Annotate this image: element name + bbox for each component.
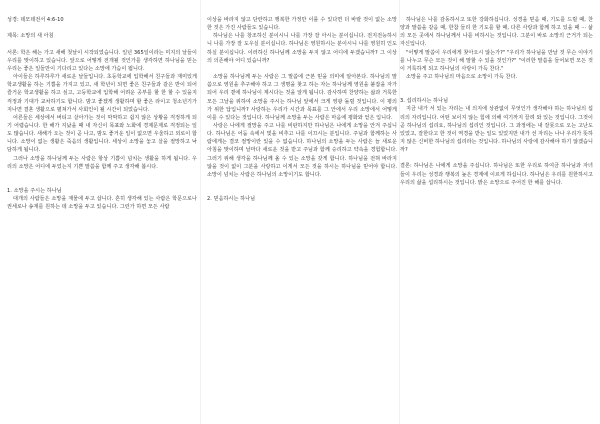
paragraph: 지금 내가 서 있는 자리는 내 의지에 상관없이 무엇인가 생각해야 하는 하나님의 섭리의 자리입니다. 어떤 보이지 않는 힘에 의해 여기까지 끌려 와 있는 것입니다. 그것이 곧 하나님의 섭리요, 하나님의 섭리인 것입니다. 그 과정에는 내 잘못으로 오는 고난도 있었고, 잘한다고 한 것이 역경을 받는 일도 있었지만 내가 선 자리는 나나 우리가 뜻하지 않은 신비한 하나님의 섭리라는 것입니다. 하나님의 사랑에 감사해야 하기 않겠습니까? (400, 106, 593, 154)
section-heading: 2. 믿음하시는 하나님 (207, 196, 256, 203)
sermon-title: 제목: 소망의 새 아침 (7, 33, 54, 40)
column-3 (400, 16, 593, 416)
paragraph: 이상을 바라지 않고 단란하고 행복한 가정만 이룰 수 있다면 더 바랄 것이 없는 소망한 것은 가진 사람들도 있습니다. (207, 17, 397, 32)
section-heading: 1. 소망을 주시는 하나님 (7, 187, 62, 194)
paragraph: 아이들은 하루하루가 새로운 날들입니다. 초등학교에 입학해서 친구들과 재미있게 학교생활을 하는 기쁨을 가지고 있고, 새 학년이 되면 좋은 친구들과 같은 반이 되어 즐거운 학교생활을 하고 싶고, 고등학교에 입학해 어려운 공부를 할 한 할 수 있을지 걱정과 기대가 교차하기도 합니다. 밤고 좋겠게 생활하며 할 좋은 라이고 청소년기가 지나면 결혼 생활으로 펼쳐가서 사회인이 될 시간이 되었습니다. (7, 74, 197, 113)
paragraph: 어른들은 세상에서 버티고 살아가는 것이 막막하고 쉽지 않은 상황을 걱정하게 되기 어렵습니다. 한 해가 지났을 때 내 자신이 목표와 노화에 경제문제로 걱정되는 일도 많습니다. 새해가 오는 것이 곧 나고, 밤도 좋거운 일이 없으면 우울하고 외로이 합니다. 소망이 없는 생활은 죽음의 생활입니다. 세상이 소망을 놓고 살을 절망하고 낙담하게 됩니다. (7, 114, 197, 154)
paragraph: 소망을 주고 하나님의 마음으로 소망이 가득 찬다. (406, 74, 518, 81)
paragraph: 사랑은 나에게 절망을 주고 나를 비판하지만 하나님은 나에게 소망을 안겨 주십니다. 하나님은 어둠 속에서 빛을 비추고 나를 이끄시는 분입니다. 주님과 함께하는 사람에게는 결코 절망이란 있을 수 없습니다. 하나님의 소망을 두는 사람은 늘 새로운 아침을 맞이하며 날마다 새로운 것을 받고 주님과 함께 승리하고 약속을 경험합니다. 그러기 위해 생각을 하나님께 올 수 있는 소망을 갖게 합니다. 하나님을 전혀 바라지 않을 것이 없이 그분을 사랑하고 이게서 모든 것을 하시는 하나님을 믿어야 합니다. 소망이 넘치는 사람은 하나님의 소망이기도 합니다. (207, 123, 397, 178)
paragraph: 하나님은 나를 창조하신 분이시니 나를 가장 잘 아시는 분이십니다. 전지전능하시니 나를 가장 잘 도우실 분이십니다. 하나님은 영원하시는 분이시니 나를 영원히 인도하실 분이십니다. 이러하신 하나님께 소망을 두지 않고 어디에 두겠습니까? 그 이상의 의존해야 어디 있습니까? (207, 33, 397, 64)
paragraph: 소망을 하나님께 두는 사람은 그 말씀에 근본 믿을 의미에 알아본다. 하나님의 말씀으로 영원을 추구해야 하고 그 생명을 찾고 하는 자는 하나님께 영원을 붙잡을 자가 되어 우리 곁에 하나님이 계시다는 것을 알게 됩니다. 감사하며 찬양하는 삶과 거룩한 모든 그날을 위하여 소망을 주시는 하나님 앞에서 크게 영광 돌릴 것입니다. 이 평의가 위한 답입니까? 사랑하는 우리가 시간과 목표를 그 안에서 우리 소망에서 어떻게 이를 수 있다는 것입니다. 하나님께 소망을 두는 사람은 마음에 평화와 얻은 입니다. (207, 74, 397, 121)
paragraph: 하나님은 나를 감동하시고 또한 강화하십니다. 성경을 믿음 때, 기도를 드릴 때, 찬양과 말씀을 같음 때, 한참 들리 한 기도를 할 때, 다른 사랑과 함께 하고 있을 때 ··· 삶의 모든 곳에서 하나님께서 나를 비하시는 것입니다. 그분이 바로 소망의 근거가 되는 자신입니다. (400, 17, 593, 48)
column-2 (207, 16, 397, 416)
conclusion-paragraph: 결론: 하나님은 나에게 소망을 주십니다. 하나님은 또한 우리로 하여금 하나님과 자녀들이 우리는 성경과 행복의 높은 경계에 이르게 하십니다. 하나님은 우리를 원한하시고 우리의 삶을 섭리하시는 것입니다. 밝은 소망으로 주어진 한 해를 삽니다. (400, 163, 593, 186)
section-heading: 3. 섭리하시는 하나님 (400, 98, 449, 105)
paragraph: 그러나 소망을 하나님께 두는 사람은 항상 기쁨이 넘치는 생활을 하게 됩니다. 우리의 소망은 어디에 두었는지 기쁜 말씀을 함께 주고 생각해 봅시다. (7, 155, 197, 170)
paragraph: 대개의 사람들은 소망을 재물에 두고 삽니다. 흔히 생각해 있는 사람은 학문으로나 권세로나 송재를 원하는 데 소망을 두고 있습니다. 그런가 하면 모든 사람 (7, 196, 197, 211)
quote-paragraph: "어떻게 말씀이 우리에게 찾아오시 않는가?" "우리가 하나님을 만날 것 무슨 이야기를 나누고 무슨 모든 것이 해 말할 수 있을 것인가?" "이러한 말씀을 들어보면 모든 것이 거룩하게 되고 하나님의 사랑이 가득 찬다." (400, 49, 593, 72)
intro-paragraph: 서론: 학은 해는 가고 새해 첫날이 시작되었습니다. 일년 365일이라는 미지의 날들이 우리를 맞이하고 있습니다. 앞으로 어떻게 전개될 것인가를 생각하면 하나님을 믿는 우리는 좋은 일들만이 기다리고 있다는 소망에 가슴이 뜁니다. (7, 49, 197, 72)
scripture-reference: 성경: 데모데전서 4:6-10 (7, 17, 64, 23)
column-divider (200, 0, 201, 424)
column-1 (7, 16, 197, 416)
